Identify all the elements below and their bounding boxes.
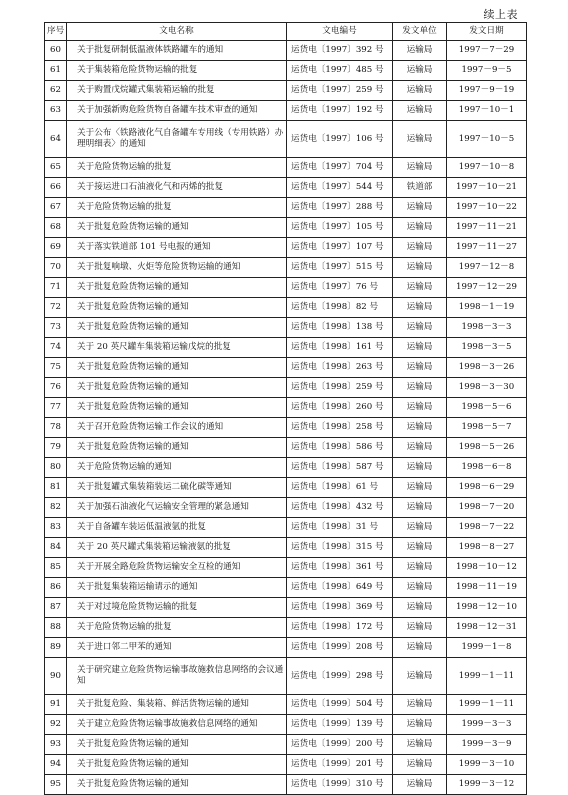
row-title: 关于建立危险货物运输事故施救信息网络的通知 <box>67 715 287 735</box>
row-number: 运货电〔1997〕392 号 <box>287 41 393 61</box>
row-seq: 76 <box>45 378 67 398</box>
row-number: 运货电〔1997〕105 号 <box>287 218 393 238</box>
row-unit: 运输局 <box>393 218 447 238</box>
row-date: 1998－7－22 <box>447 518 527 538</box>
row-date: 1999－3－9 <box>447 735 527 755</box>
row-date: 1998－7－20 <box>447 498 527 518</box>
row-seq: 90 <box>45 658 67 695</box>
header-unit: 发文单位 <box>393 23 447 41</box>
table-row <box>45 518 527 538</box>
row-seq: 81 <box>45 478 67 498</box>
row-number: 运货电〔1998〕315 号 <box>287 538 393 558</box>
row-date: 1998－6－29 <box>447 478 527 498</box>
row-seq: 62 <box>45 81 67 101</box>
table-row <box>45 618 527 638</box>
table-row <box>45 41 527 61</box>
row-number: 运货电〔1998〕138 号 <box>287 318 393 338</box>
table-row <box>45 398 527 418</box>
row-number: 运货电〔1998〕586 号 <box>287 438 393 458</box>
row-number: 运货电〔1997〕76 号 <box>287 278 393 298</box>
row-date: 1997－10－5 <box>447 121 527 158</box>
row-title: 关于批复危险货物运输的通知 <box>67 755 287 775</box>
row-date: 1997－9－19 <box>447 81 527 101</box>
row-date: 1998－12－31 <box>447 618 527 638</box>
row-seq: 85 <box>45 558 67 578</box>
row-title: 关于对过境危险货物运输的批复 <box>67 598 287 618</box>
table-row <box>45 755 527 775</box>
row-number: 运货电〔1999〕310 号 <box>287 775 393 795</box>
row-seq: 69 <box>45 238 67 258</box>
row-unit: 运输局 <box>393 121 447 158</box>
continued-label: 续上表 <box>483 8 518 21</box>
row-unit: 运输局 <box>393 558 447 578</box>
row-title: 关于批复危险、集装箱、鲜活货物运输的通知 <box>67 695 287 715</box>
row-unit: 运输局 <box>393 598 447 618</box>
header-date: 发文日期 <box>447 23 527 41</box>
row-unit: 运输局 <box>393 338 447 358</box>
table-row <box>45 198 527 218</box>
row-title: 关于危险货物运输的批复 <box>67 158 287 178</box>
row-seq: 75 <box>45 358 67 378</box>
table-row <box>45 715 527 735</box>
row-seq: 72 <box>45 298 67 318</box>
row-seq: 70 <box>45 258 67 278</box>
row-number: 运货电〔1997〕515 号 <box>287 258 393 278</box>
row-unit: 运输局 <box>393 458 447 478</box>
row-date: 1997－12－8 <box>447 258 527 278</box>
row-unit: 运输局 <box>393 398 447 418</box>
row-seq: 88 <box>45 618 67 638</box>
row-date: 1999－1－8 <box>447 638 527 658</box>
row-title: 关于 20 英尺罐式集装箱运输液氨的批复 <box>67 538 287 558</box>
table-body <box>45 41 527 795</box>
row-title: 关于加强石油液化气运输安全管理的紧急通知 <box>67 498 287 518</box>
row-title: 关于召开危险货物运输工作会议的通知 <box>67 418 287 438</box>
row-unit: 运输局 <box>393 578 447 598</box>
row-date: 1997－11－27 <box>447 238 527 258</box>
row-unit: 铁道部 <box>393 178 447 198</box>
row-title: 关于批复集装箱运输请示的通知 <box>67 578 287 598</box>
table-row <box>45 558 527 578</box>
row-title: 关于批复响墩、火炬等危险货物运输的通知 <box>67 258 287 278</box>
row-title: 关于批复危险货物运输的通知 <box>67 775 287 795</box>
table-row <box>45 258 527 278</box>
row-unit: 运输局 <box>393 258 447 278</box>
row-number: 运货电〔1998〕649 号 <box>287 578 393 598</box>
row-unit: 运输局 <box>393 41 447 61</box>
row-number: 运货电〔1997〕288 号 <box>287 198 393 218</box>
table-row <box>45 121 527 158</box>
row-title: 关于接运进口石油液化气和丙烯的批复 <box>67 178 287 198</box>
row-date: 1998－3－30 <box>447 378 527 398</box>
header-number: 文电编号 <box>287 23 393 41</box>
row-unit: 运输局 <box>393 478 447 498</box>
row-number: 运货电〔1998〕31 号 <box>287 518 393 538</box>
row-number: 运货电〔1997〕704 号 <box>287 158 393 178</box>
row-date: 1998－1－19 <box>447 298 527 318</box>
row-date: 1998－3－5 <box>447 338 527 358</box>
row-unit: 运输局 <box>393 61 447 81</box>
row-title: 关于 20 英尺罐车集装箱运输戊烷的批复 <box>67 338 287 358</box>
row-date: 1999－1－11 <box>447 658 527 695</box>
row-title: 关于批复危险货物运输的通知 <box>67 298 287 318</box>
row-unit: 运输局 <box>393 318 447 338</box>
row-title: 关于研究建立危险货物运输事故施救信息网络的会议通知 <box>67 658 287 695</box>
row-date: 1997－10－21 <box>447 178 527 198</box>
row-unit: 运输局 <box>393 278 447 298</box>
row-unit: 运输局 <box>393 198 447 218</box>
table-row <box>45 735 527 755</box>
row-title: 关于公布〈铁路液化气自备罐车专用线（专用铁路）办理明细表〉的通知 <box>67 121 287 158</box>
row-seq: 73 <box>45 318 67 338</box>
header-title: 文电名称 <box>67 23 287 41</box>
row-number: 运货电〔1997〕107 号 <box>287 238 393 258</box>
row-title: 关于开展全路危险货物运输安全互检的通知 <box>67 558 287 578</box>
table-row <box>45 638 527 658</box>
row-unit: 运输局 <box>393 418 447 438</box>
row-unit: 运输局 <box>393 298 447 318</box>
row-title: 关于批复危险货物运输的通知 <box>67 378 287 398</box>
row-date: 1997－9－5 <box>447 61 527 81</box>
row-unit: 运输局 <box>393 438 447 458</box>
header-seq: 序号 <box>45 23 67 41</box>
row-date: 1997－7－29 <box>447 41 527 61</box>
row-seq: 65 <box>45 158 67 178</box>
row-number: 运货电〔1998〕258 号 <box>287 418 393 438</box>
row-number: 运货电〔1997〕106 号 <box>287 121 393 158</box>
row-title: 关于危险货物运输的批复 <box>67 618 287 638</box>
row-seq: 77 <box>45 398 67 418</box>
row-title: 关于落实铁道部 101 号电报的通知 <box>67 238 287 258</box>
row-title: 关于批复危险货物运输的通知 <box>67 438 287 458</box>
row-seq: 83 <box>45 518 67 538</box>
row-number: 运货电〔1998〕260 号 <box>287 398 393 418</box>
row-date: 1998－11－19 <box>447 578 527 598</box>
row-seq: 60 <box>45 41 67 61</box>
row-unit: 运输局 <box>393 695 447 715</box>
row-unit: 运输局 <box>393 358 447 378</box>
row-seq: 61 <box>45 61 67 81</box>
row-title: 关于加强新购危险货物自备罐车技术审查的通知 <box>67 101 287 121</box>
table-row <box>45 418 527 438</box>
table-row <box>45 218 527 238</box>
row-seq: 63 <box>45 101 67 121</box>
table-row <box>45 538 527 558</box>
row-date: 1999－3－12 <box>447 775 527 795</box>
table-row <box>45 101 527 121</box>
row-date: 1999－3－10 <box>447 755 527 775</box>
row-number: 运货电〔1998〕82 号 <box>287 298 393 318</box>
row-seq: 78 <box>45 418 67 438</box>
row-seq: 86 <box>45 578 67 598</box>
table-row <box>45 775 527 795</box>
row-seq: 84 <box>45 538 67 558</box>
row-seq: 80 <box>45 458 67 478</box>
row-title: 关于危险货物运输的通知 <box>67 458 287 478</box>
row-unit: 运输局 <box>393 158 447 178</box>
row-number: 运货电〔1999〕201 号 <box>287 755 393 775</box>
row-title: 关于批复危险货物运输的通知 <box>67 278 287 298</box>
row-number: 运货电〔1998〕263 号 <box>287 358 393 378</box>
table-row <box>45 178 527 198</box>
row-date: 1998－8－27 <box>447 538 527 558</box>
row-seq: 82 <box>45 498 67 518</box>
document-table <box>44 22 527 795</box>
row-title: 关于批复危险货物运输的通知 <box>67 358 287 378</box>
row-seq: 92 <box>45 715 67 735</box>
row-number: 运货电〔1998〕172 号 <box>287 618 393 638</box>
row-seq: 93 <box>45 735 67 755</box>
row-number: 运货电〔1998〕587 号 <box>287 458 393 478</box>
row-unit: 运输局 <box>393 715 447 735</box>
table-row <box>45 378 527 398</box>
table-row <box>45 458 527 478</box>
table-row <box>45 578 527 598</box>
table-row <box>45 358 527 378</box>
row-number: 运货电〔1999〕139 号 <box>287 715 393 735</box>
row-number: 运货电〔1997〕192 号 <box>287 101 393 121</box>
row-unit: 运输局 <box>393 81 447 101</box>
row-title: 关于危险货物运输的批复 <box>67 198 287 218</box>
row-seq: 66 <box>45 178 67 198</box>
row-unit: 运输局 <box>393 498 447 518</box>
row-number: 运货电〔1998〕161 号 <box>287 338 393 358</box>
row-unit: 运输局 <box>393 101 447 121</box>
row-seq: 95 <box>45 775 67 795</box>
table-row <box>45 298 527 318</box>
row-title: 关于批复危险货物运输的通知 <box>67 318 287 338</box>
row-date: 1998－3－3 <box>447 318 527 338</box>
row-unit: 运输局 <box>393 755 447 775</box>
row-number: 运货电〔1997〕544 号 <box>287 178 393 198</box>
row-unit: 运输局 <box>393 518 447 538</box>
row-date: 1998－10－12 <box>447 558 527 578</box>
row-number: 运货电〔1999〕200 号 <box>287 735 393 755</box>
row-seq: 79 <box>45 438 67 458</box>
row-date: 1998－6－8 <box>447 458 527 478</box>
row-title: 关于批复研制低温液体铁路罐车的通知 <box>67 41 287 61</box>
row-number: 运货电〔1999〕208 号 <box>287 638 393 658</box>
row-title: 关于进口邻二甲苯的通知 <box>67 638 287 658</box>
table-row <box>45 658 527 695</box>
table-row <box>45 695 527 715</box>
row-number: 运货电〔1999〕298 号 <box>287 658 393 695</box>
row-date: 1998－12－10 <box>447 598 527 618</box>
table-row <box>45 498 527 518</box>
row-seq: 89 <box>45 638 67 658</box>
row-unit: 运输局 <box>393 618 447 638</box>
row-number: 运货电〔1998〕361 号 <box>287 558 393 578</box>
row-title: 关于批复罐式集装箱装运二硫化碳等通知 <box>67 478 287 498</box>
row-number: 运货电〔1998〕259 号 <box>287 378 393 398</box>
table-row <box>45 438 527 458</box>
table-row <box>45 61 527 81</box>
row-unit: 运输局 <box>393 735 447 755</box>
row-unit: 运输局 <box>393 658 447 695</box>
row-title: 关于批复危险货物运输的通知 <box>67 398 287 418</box>
row-seq: 67 <box>45 198 67 218</box>
row-seq: 74 <box>45 338 67 358</box>
row-unit: 运输局 <box>393 775 447 795</box>
row-date: 1998－5－26 <box>447 438 527 458</box>
row-unit: 运输局 <box>393 378 447 398</box>
row-date: 1997－11－21 <box>447 218 527 238</box>
row-date: 1997－10－8 <box>447 158 527 178</box>
row-title: 关于批复危险货物运输的通知 <box>67 735 287 755</box>
table-row <box>45 158 527 178</box>
row-seq: 71 <box>45 278 67 298</box>
row-date: 1999－1－11 <box>447 695 527 715</box>
row-number: 运货电〔1997〕485 号 <box>287 61 393 81</box>
row-date: 1998－5－6 <box>447 398 527 418</box>
header-row <box>45 23 527 41</box>
row-seq: 91 <box>45 695 67 715</box>
row-date: 1998－5－7 <box>447 418 527 438</box>
table-row <box>45 478 527 498</box>
row-unit: 运输局 <box>393 538 447 558</box>
row-seq: 94 <box>45 755 67 775</box>
row-date: 1997－12－29 <box>447 278 527 298</box>
row-date: 1998－3－26 <box>447 358 527 378</box>
table-header <box>45 23 527 41</box>
table-row <box>45 318 527 338</box>
table-row <box>45 81 527 101</box>
row-title: 关于自备罐车装运低温液氩的批复 <box>67 518 287 538</box>
row-number: 运货电〔1997〕259 号 <box>287 81 393 101</box>
table-row <box>45 278 527 298</box>
row-seq: 64 <box>45 121 67 158</box>
row-title: 关于批复危险货物运输的通知 <box>67 218 287 238</box>
row-date: 1997－10－22 <box>447 198 527 218</box>
row-date: 1997－10－1 <box>447 101 527 121</box>
row-number: 运货电〔1998〕61 号 <box>287 478 393 498</box>
row-unit: 运输局 <box>393 638 447 658</box>
table-row <box>45 598 527 618</box>
row-number: 运货电〔1998〕369 号 <box>287 598 393 618</box>
row-title: 关于集装箱危险货物运输的批复 <box>67 61 287 81</box>
row-number: 运货电〔1999〕504 号 <box>287 695 393 715</box>
row-unit: 运输局 <box>393 238 447 258</box>
row-number: 运货电〔1998〕432 号 <box>287 498 393 518</box>
row-date: 1999－3－3 <box>447 715 527 735</box>
table-row <box>45 338 527 358</box>
row-seq: 68 <box>45 218 67 238</box>
table-row <box>45 238 527 258</box>
row-title: 关于购置戊烷罐式集装箱运输的批复 <box>67 81 287 101</box>
row-seq: 87 <box>45 598 67 618</box>
